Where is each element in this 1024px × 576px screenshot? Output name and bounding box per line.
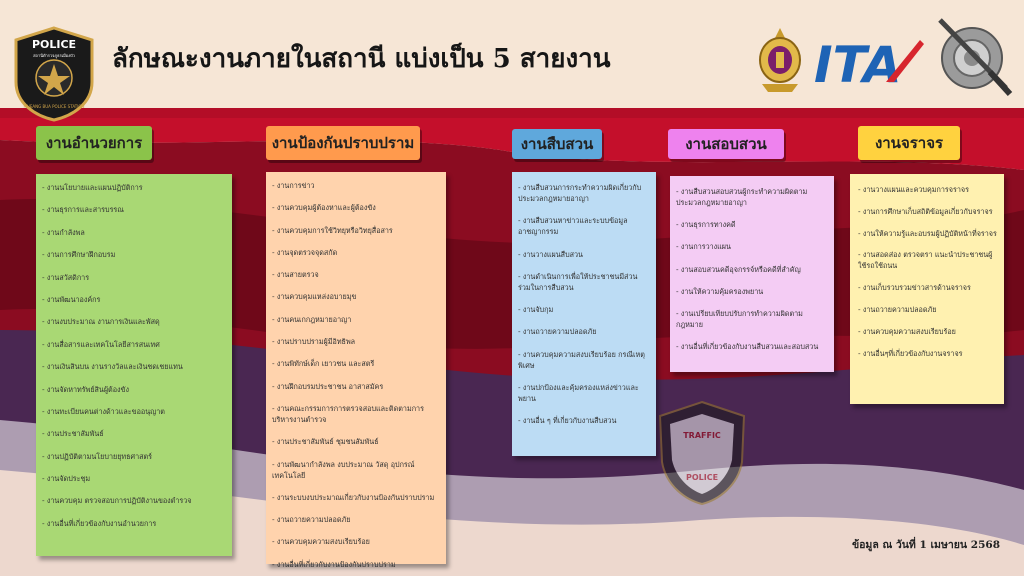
list-item: - งานงบประมาณ งานการเงินและพัสดุ <box>42 317 160 327</box>
list-item: - งานจัดหาทรัพย์สินผู้ต้องขัง <box>42 384 129 394</box>
inquiry-task-list <box>676 186 834 352</box>
list-item: - งานธุรการทางคดี <box>676 220 736 230</box>
list-item: - งานสืบสวนหาข่าวและระบบข้อมูลอาชญากรรม <box>518 216 628 237</box>
panel-investigation <box>512 172 656 456</box>
badge-text-bottom: POLICE <box>685 473 719 482</box>
section-header-admin: งานอำนวยการ <box>36 126 152 160</box>
list-item: - งานวางแผนสืบสวน <box>518 249 583 259</box>
police-logo-station: MUEANG BUA POLICE STATION <box>23 104 85 109</box>
investigation-task-list <box>518 182 656 426</box>
list-item: - งานการวางแผน <box>676 242 731 252</box>
section-header-prevention: งานป้องกันปราบปราม <box>266 126 420 160</box>
list-item: - งานให้ความรู้และอบรมผู้ปฏิบัติหน้าที่จราจร <box>858 228 997 238</box>
traffic-police-badge-image <box>654 398 750 508</box>
list-item: - งานประชาสัมพันธ์ ชุมชนสัมพันธ์ <box>272 437 379 447</box>
list-item: - งานวางแผนและควบคุมการจราจร <box>858 185 969 194</box>
page-title: ลักษณะงานภายในสถานี แบ่งเป็น 5 สายงาน <box>112 44 611 74</box>
list-item: - งานนโยบายและแผนปฏิบัติการ <box>42 183 143 192</box>
list-item: - งานพัฒนาองค์กร <box>42 294 101 304</box>
list-item: - งานคนเกกฎหมายอาญา <box>272 314 352 324</box>
list-item: - งานการข่าว <box>272 181 315 190</box>
ita-logo <box>812 34 932 90</box>
list-item: - งานกำลังพล <box>42 227 85 237</box>
list-item: - งานปราบปรามผู้มีอิทธิพล <box>272 337 356 347</box>
list-item: - งานสวัสดิการ <box>42 272 90 282</box>
list-item: - งานควบคุม ตรวจสอบการปฏิบัติงานของตำรวจ <box>42 496 192 506</box>
police-logo-subtext: สถานีตำรวจภูธรเมืองบัว <box>33 53 75 58</box>
data-date-note: ข้อมูล ณ วันที่ 1 เมษายน 2568 <box>851 539 1000 551</box>
list-item: - งานสอบสวนคดีอุจกรรจ์หรือคดีที่สำคัญ <box>676 264 801 274</box>
police-station-logo <box>12 26 96 122</box>
list-item: - งานระบบงบประมาณเกี่ยวกับงานป้องกันปราบปราม <box>272 492 435 502</box>
list-item: - งานควบคุมแหล่งอบายมุข <box>272 292 357 302</box>
list-item: - งานเงินสินบน งานรางวัลและเงินชดเชยแทน <box>42 362 183 372</box>
list-item: - งานสายตรวจ <box>272 270 319 280</box>
section-header-inquiry: งานสอบสวน <box>668 129 784 159</box>
royal-crest-logo <box>752 26 808 94</box>
list-item: - งานถวายความปลอดภัย <box>518 327 597 337</box>
list-item: - งานถวายความปลอดภัย <box>272 515 351 525</box>
list-item: - งานเปรียบเทียบปรับการทำความผิดตามกฎหมาย <box>676 308 803 329</box>
list-item: - งานอื่นที่เกี่ยวกับงานป้องกันปราบปราม <box>272 559 396 569</box>
list-item: - งานควบคุมความสงบเรียบร้อย <box>272 537 370 547</box>
list-item: - งานอื่นที่เกี่ยวข้องกับงานอำนวยการ <box>42 518 157 528</box>
list-item: - งานพัฒนากำลังพล งบประมาณ วัสดุ อุปกรณ์ เทคโนโลยี <box>272 459 415 480</box>
list-item: - งานการศึกษาฝึกอบรม <box>42 250 116 260</box>
list-item: - งานดำเนินการเพื่อให้ประชาชนมีส่วนร่วมในการสืบสวน <box>518 271 638 292</box>
list-item: - งานสืบสวนการกระทำความผิดเกี่ยวกับประมวลกฎหมายอาญา <box>518 183 642 203</box>
list-item: - งานควบคุมผู้ต้องหาและผู้ต้องขัง <box>272 203 376 213</box>
list-item: - งานจุดตรวจจุดสกัด <box>272 247 338 257</box>
list-item: - งานคณะกรรมการการตรวจสอบและติดตามการบริหารงานตำรวจ <box>272 403 424 424</box>
section-header-investigation: งานสืบสวน <box>512 129 602 159</box>
panel-prevention <box>266 172 446 569</box>
list-item: - งานพิทักษ์เด็ก เยาวชน และสตรี <box>272 359 375 369</box>
traffic-task-list <box>858 184 1004 359</box>
list-item: - งานจับกุม <box>518 305 554 315</box>
list-item: - งานจัดประชุม <box>42 474 91 484</box>
list-item: - งานประชาสัมพันธ์ <box>42 429 104 439</box>
list-item: - งานสอดส่อง ตรวจตรา แนะนำประชาชนผู้ใช้รถใช้ถนน <box>858 250 993 271</box>
admin-task-list <box>42 182 232 529</box>
list-item: - งานถวายความปลอดภัย <box>858 304 937 314</box>
section-header-traffic: งานจราจร <box>858 126 960 160</box>
list-item: - งานเก็บรวบรวมข่าวสารด้านจราจร <box>858 283 971 293</box>
list-item: - งานสืบสวนสอบสวนผู้กระทำความผิดตามประมวลกฎหมายอาญา <box>676 187 808 207</box>
list-item: - งานอื่น ๆ ที่เกี่ยวกับงานสืบสวน <box>518 416 617 426</box>
prevention-task-list <box>272 180 446 570</box>
list-item: - งานอื่นที่เกี่ยวข้องกับงานสืบสวนและสอบสวน <box>676 342 819 352</box>
list-item: - งานอื่นๆที่เกี่ยวข้องกับงานจราจร <box>858 348 963 358</box>
badge-text-top: TRAFFIC <box>683 431 721 440</box>
gear-emblem-logo <box>930 14 1014 98</box>
panel-inquiry <box>670 176 834 372</box>
list-item: - งานสื่อสารและเทคโนโลยีสารสนเทศ <box>42 339 160 349</box>
list-item: - งานการศึกษาเก็บสถิติข้อมูลเกี่ยวกับจราจร <box>858 206 993 216</box>
list-item: - งานธุรการและสารบรรณ <box>42 205 124 215</box>
list-item: - งานปฏิบัติตามนโยบายยุทธศาสตร์ <box>42 451 153 461</box>
list-item: - งานควบคุมความสงบเรียบร้อย กรณีเหตุพิเศษ <box>518 349 645 370</box>
panel-admin <box>36 174 232 556</box>
list-item: - งานปกป้องและคุ้มครองแหล่งข่าวและพยาน <box>518 383 639 404</box>
list-item: - งานควบคุมการใช้วิทยุหรือวิทยุสื่อสาร <box>272 225 393 235</box>
header-banner <box>0 0 1024 118</box>
list-item: - งานให้ความคุ้มครองพยาน <box>676 286 764 296</box>
list-item: - งานควบคุมความสงบเรียบร้อย <box>858 326 956 336</box>
ita-logo-text: ITA <box>814 36 902 90</box>
police-logo-text: POLICE <box>31 38 77 51</box>
list-item: - งานทะเบียนคนต่างด้าวและขออนุญาต <box>42 406 165 416</box>
list-item: - งานฝึกอบรมประชาชน อาสาสมัคร <box>272 381 384 391</box>
panel-traffic <box>850 174 1004 404</box>
